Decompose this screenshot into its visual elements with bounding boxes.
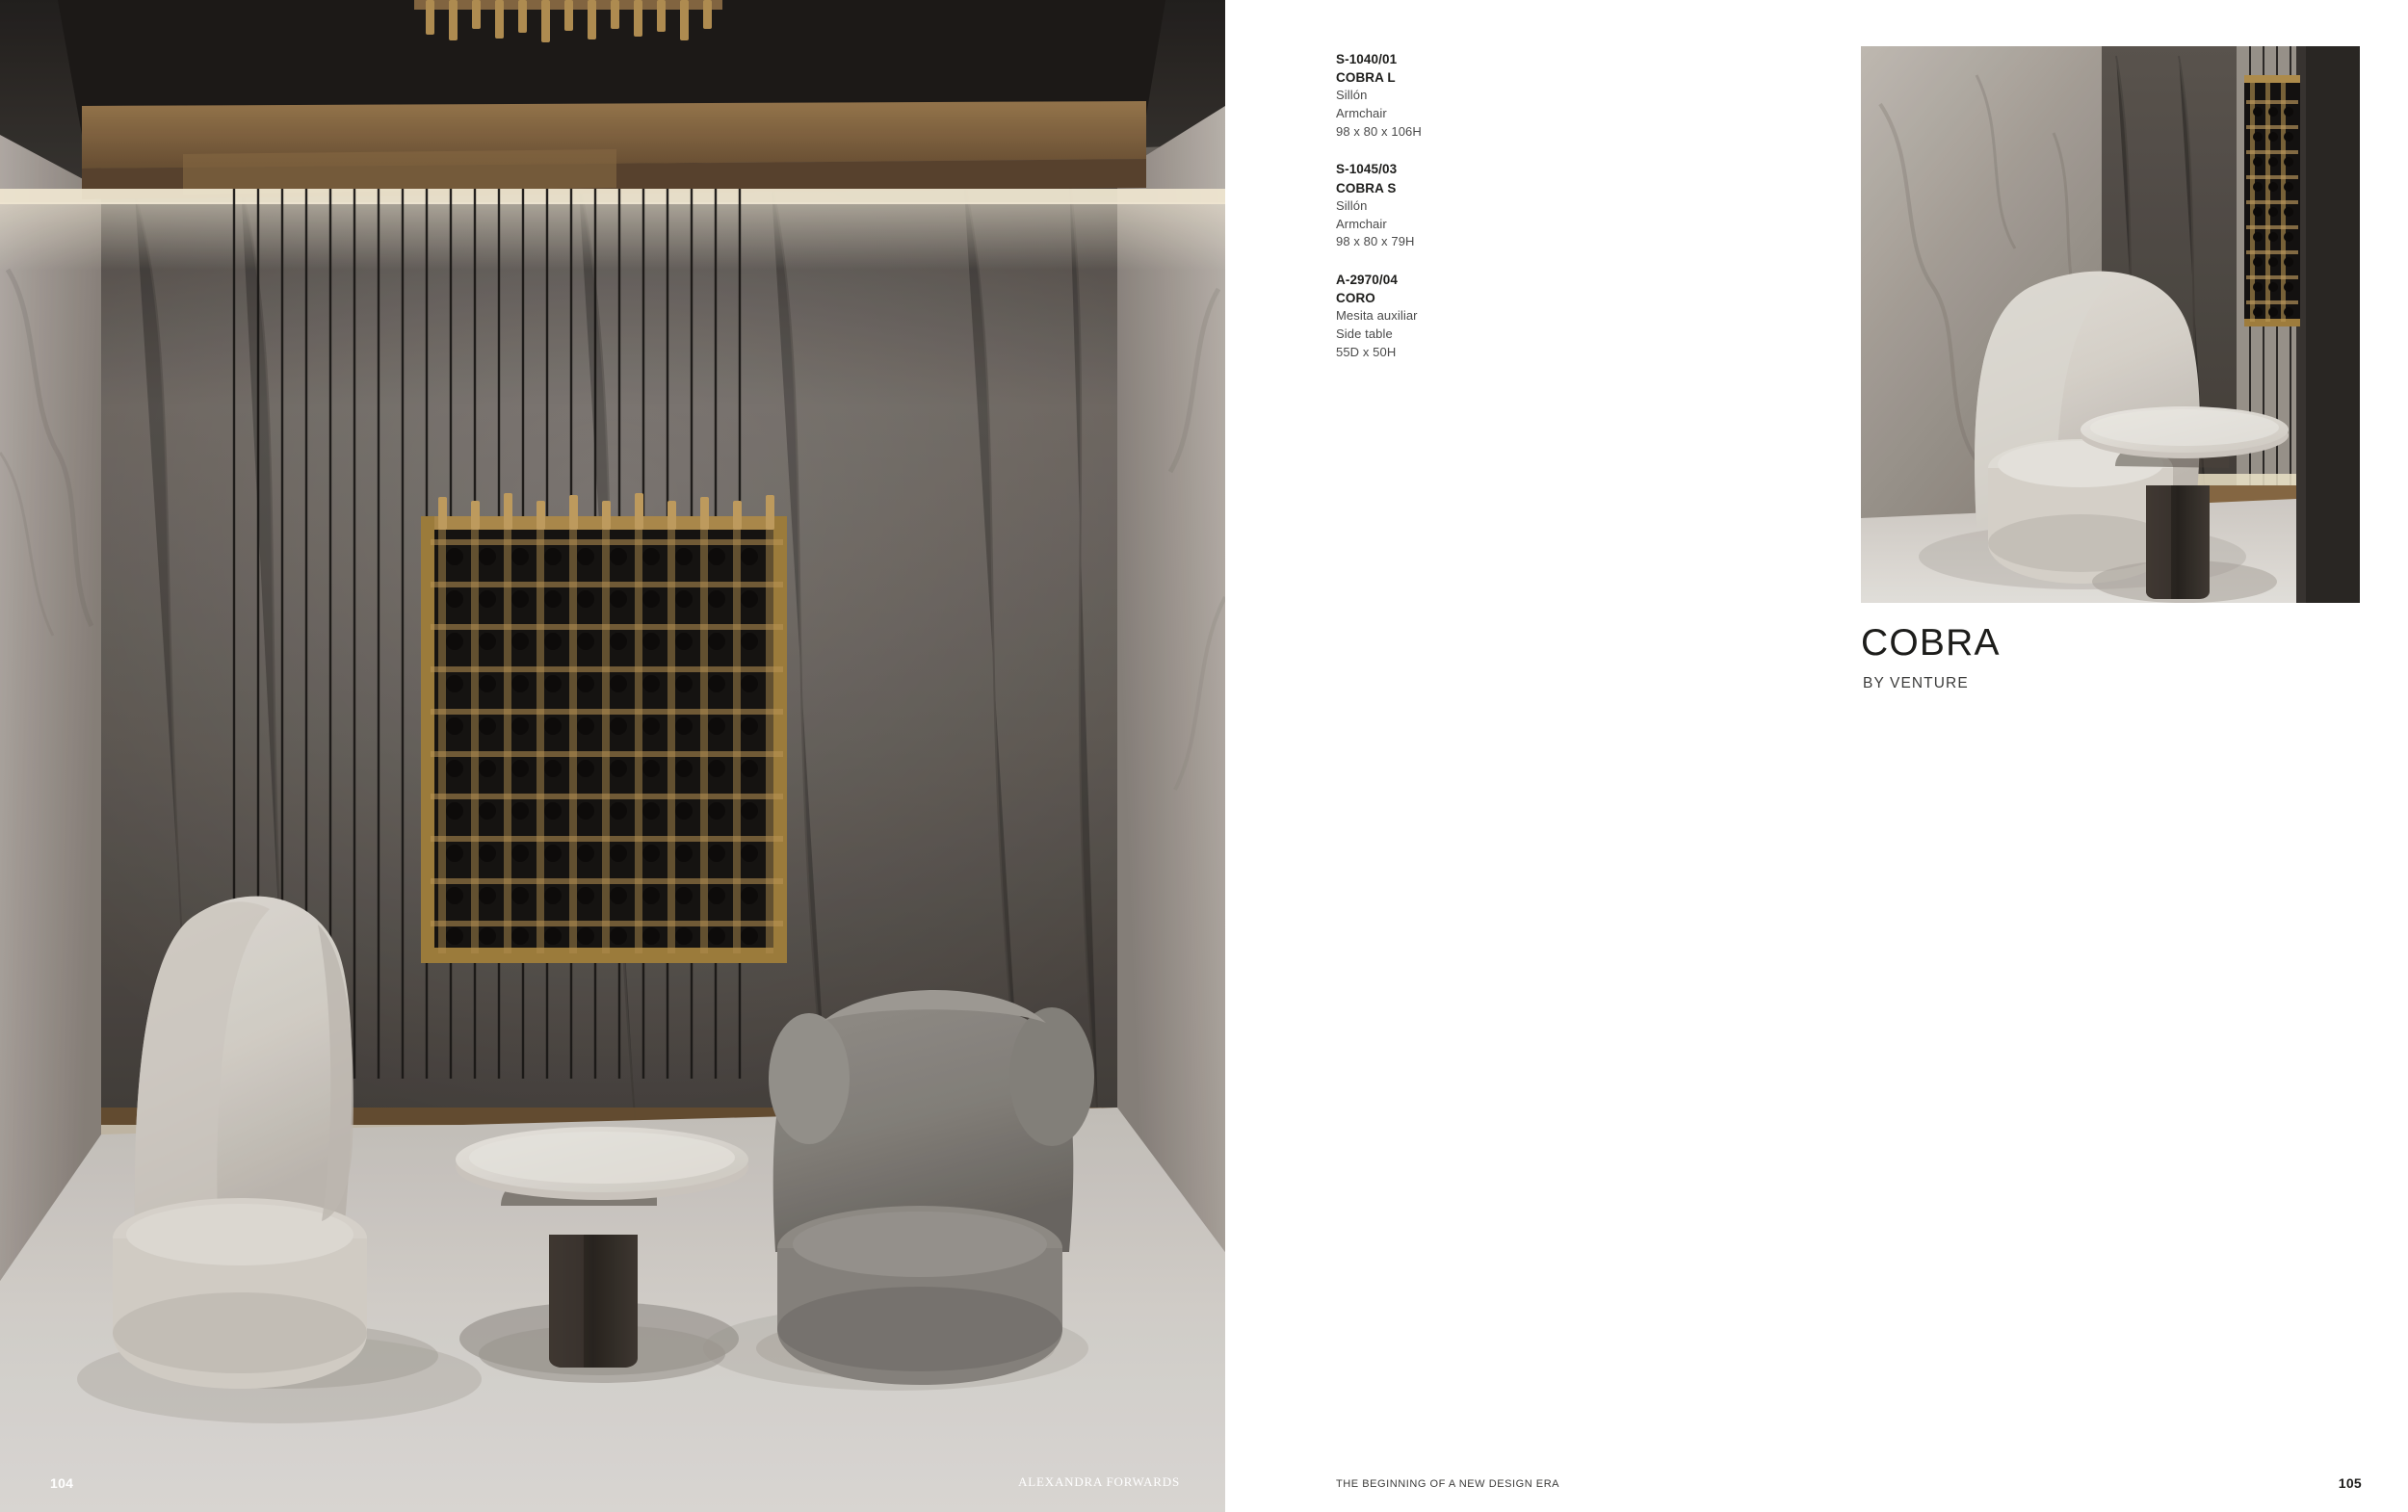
product-spec-list	[1336, 50, 1654, 361]
spec-item	[1336, 271, 1654, 361]
product-detail-photo	[1861, 46, 2360, 603]
spec-name-en: Side table	[1336, 326, 1393, 341]
spec-name-es: Sillón	[1336, 197, 1368, 213]
spec-name: COBRA L	[1336, 70, 1396, 86]
spec-code: S-1045/03	[1336, 162, 1398, 177]
spec-item	[1336, 50, 1654, 141]
spec-name: CORO	[1336, 291, 1375, 306]
product-title: COBRA	[1861, 622, 2001, 664]
brand-mark-left: ALEXANDRA FORWARDS	[1018, 1474, 1180, 1489]
product-designer: BY VENTURE	[1863, 675, 1969, 691]
spec-item	[1336, 160, 1654, 250]
spec-name-es: Mesita auxiliar	[1336, 308, 1418, 324]
spec-name-en: Armchair	[1336, 106, 1387, 121]
spec-dimensions: 98 x 80 x 106H	[1336, 123, 1422, 139]
spec-name-es: Sillón	[1336, 88, 1368, 103]
footer-tagline: THE BEGINNING OF A NEW DESIGN ERA	[1336, 1478, 1560, 1490]
right-page	[1225, 0, 2408, 1512]
spec-dimensions: 98 x 80 x 79H	[1336, 234, 1415, 249]
folio-left: 104	[50, 1475, 74, 1491]
right-page-footer	[1225, 1466, 2408, 1491]
spec-code: A-2970/04	[1336, 272, 1398, 287]
spec-dimensions: 55D x 50H	[1336, 344, 1397, 359]
spec-name: COBRA S	[1336, 180, 1397, 196]
folio-right: 105	[2338, 1475, 2362, 1491]
spec-code: S-1040/01	[1336, 52, 1398, 66]
spec-name-en: Armchair	[1336, 216, 1387, 231]
